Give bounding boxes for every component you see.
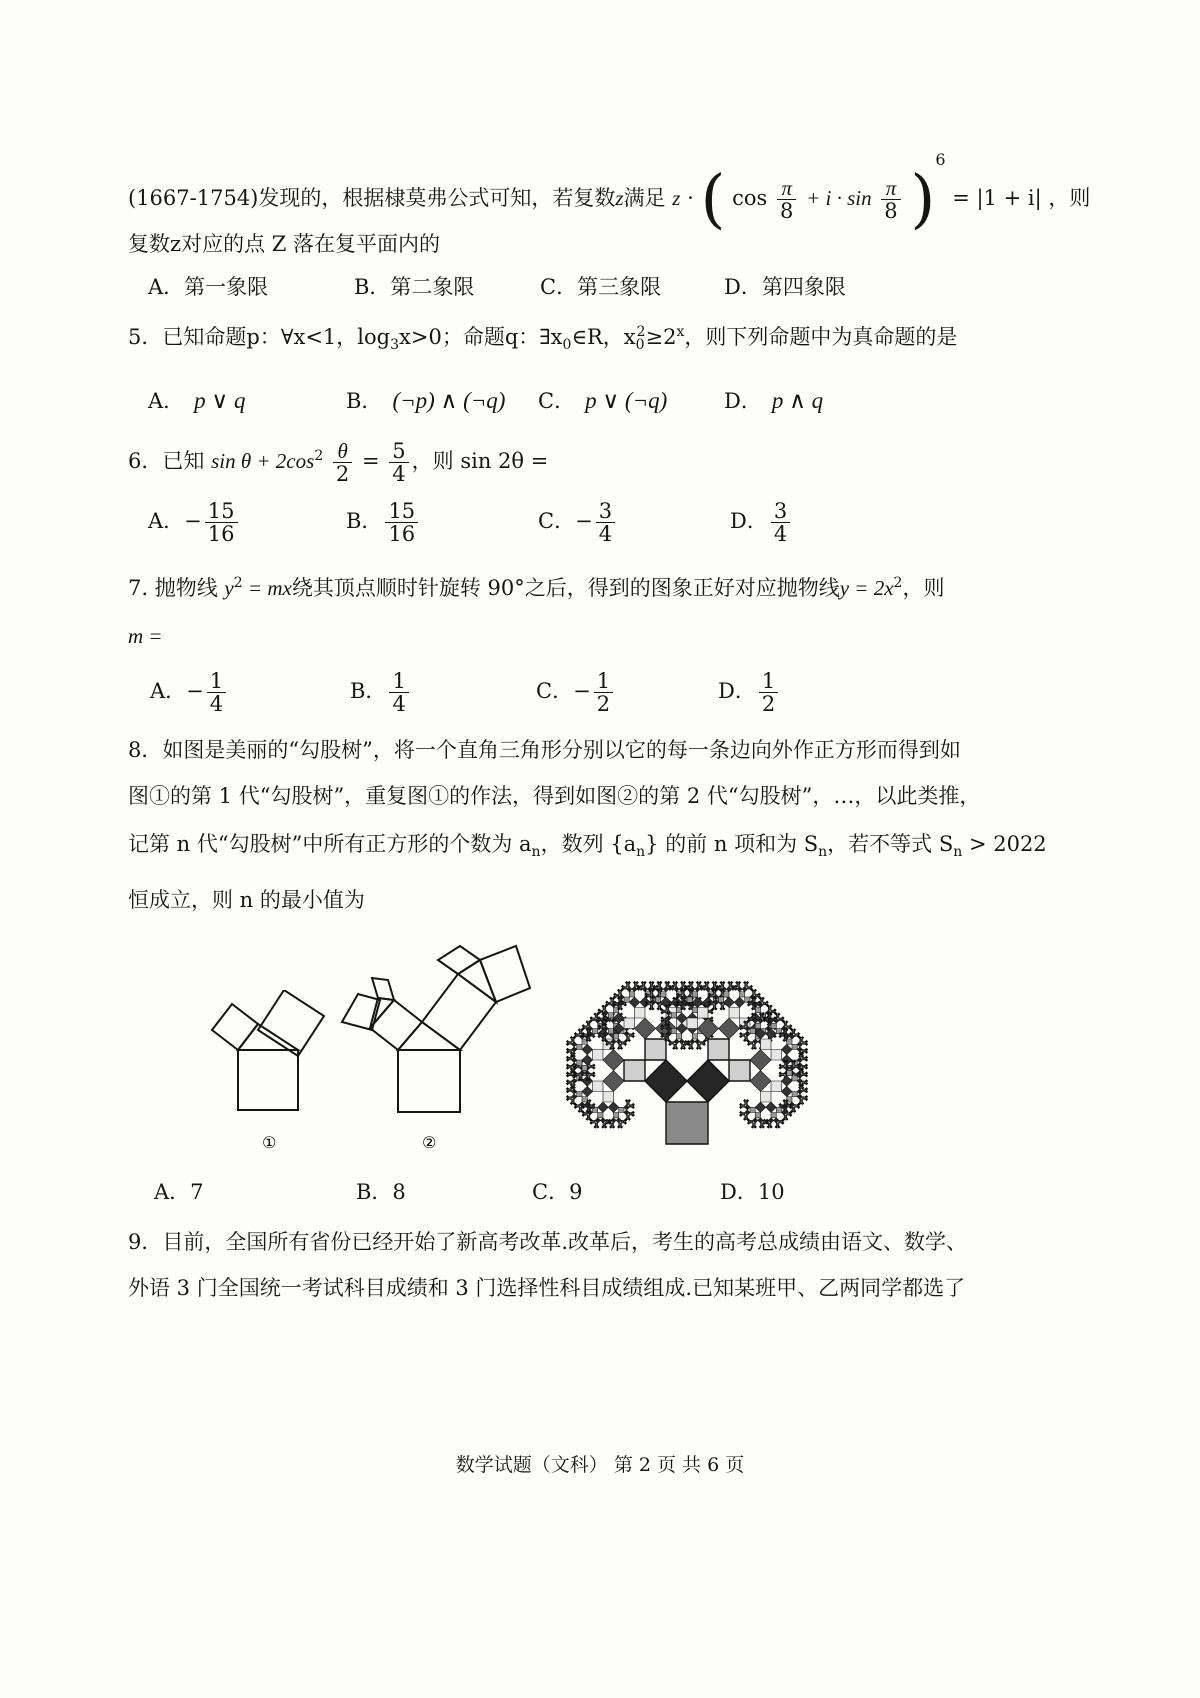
q4-option-b: B．第二象限 (354, 275, 475, 299)
q8-option-c: C．9 (532, 1180, 583, 1204)
q5-option-c: C． p ∨ (¬q) (538, 388, 668, 413)
q5-option-b: B． (¬p) ∧ (¬q) (346, 388, 506, 413)
figure-pythagoras-tree-1 (200, 990, 340, 1160)
q8-option-a: A．7 (154, 1180, 204, 1204)
q6-option-b: B． $\frac{15}{16}$ (346, 500, 421, 545)
q4-option-a: A．第一象限 (148, 275, 269, 299)
figure-pythagoras-tree-fractal (530, 930, 860, 1150)
q9-line1: 9．目前，全国所有省份已经开始了新高考改革.改革后，考生的高考总成绩由语文、数学、 (128, 1230, 968, 1254)
q4-line2: 复数z对应的点 Z 落在复平面内的 (128, 232, 441, 256)
q6-option-d: D． $\frac{3}{4}$ (730, 500, 793, 545)
page-footer: 数学试题（文科） 第 2 页 共 6 页 (455, 1454, 745, 1476)
figure-1-label: ① (262, 1133, 277, 1152)
q7-stem: 7. 抛物线 $y^2$ = mx绕其顶点顺时针旋转 90°之后，得到的图象正好对应抛物线$y = 2x^2$，则 (128, 575, 945, 600)
q7-line2: m = (128, 624, 163, 648)
q6-option-c: C．− $\frac{3}{4}$ (538, 500, 618, 545)
q8-line1: 8．如图是美丽的“勾股树”，将一个直角三角形分别以它的每一条边向外作正方形而得到如 (128, 738, 961, 762)
q6-stem: 6．已知 $\sin \theta + 2\cos^2$ $\frac{\theta}{2}$ = $\frac{5}{4}$ ，则 sin 2θ = (128, 439, 549, 487)
q4-line1-suffix: ，则 (1048, 186, 1091, 210)
q4-var-z: z (615, 186, 624, 210)
q7-option-b: B． $\frac{1}{4}$ (350, 670, 412, 715)
q7-option-d: D． $\frac{1}{2}$ (718, 670, 781, 715)
q4-option-c: C．第三象限 (540, 275, 662, 299)
q8-option-b: B．8 (356, 1180, 406, 1204)
q8-line2: 图①的第 1 代“勾股树”，重复图①的作法，得到如图②的第 2 代“勾股树”，…，以此类推， (128, 784, 981, 808)
q4-line1-prefix: (1667-1754)发现的，根据棣莫弗公式可知，若复数 (128, 186, 616, 210)
figure-2-label: ② (422, 1133, 437, 1152)
q5-stem: 5．已知命题p：∀x<1，$\log_3x>0$；命题q：$\exists x_0\in R$，$x_0^2\ge 2^x$，则下列命题中为真命题的是 (128, 324, 958, 354)
figure-pythagoras-tree-2 (330, 940, 540, 1160)
q8-line4: 恒成立，则 n 的最小值为 (128, 888, 365, 912)
q8-option-d: D．10 (720, 1180, 785, 1204)
q5-option-a: A． p ∨ q (148, 388, 246, 413)
q9-line2: 外语 3 门全国统一考试科目成绩和 3 门选择性科目成绩组成.已知某班甲、乙两同学都选了 (128, 1276, 966, 1300)
q4-line1 (128, 150, 1091, 237)
q5-option-d: D． p ∧ q (724, 388, 824, 413)
q8-line3: 记第 n 代“勾股树”中所有正方形的个数为 $a_n$，数列 $\{a_n\}$ 的前 n 项和为 $S_n$，若不等式 $S_n > 2022$ (128, 832, 1047, 861)
q7-option-c: C．− $\frac{1}{2}$ (536, 670, 616, 715)
q4-option-d: D．第四象限 (724, 275, 846, 299)
q7-option-a: A．− $\frac{1}{4}$ (150, 670, 229, 715)
q4-line1-mid: 满足 (623, 186, 666, 210)
q6-option-a: A．− $\frac{15}{16}$ (148, 500, 241, 545)
q4-formula: z · ( cos $\frac{\pi}{8}$ + i · sin $\frac{\pi}{8}$ )$^6$ = |1 + i| (672, 150, 1042, 237)
